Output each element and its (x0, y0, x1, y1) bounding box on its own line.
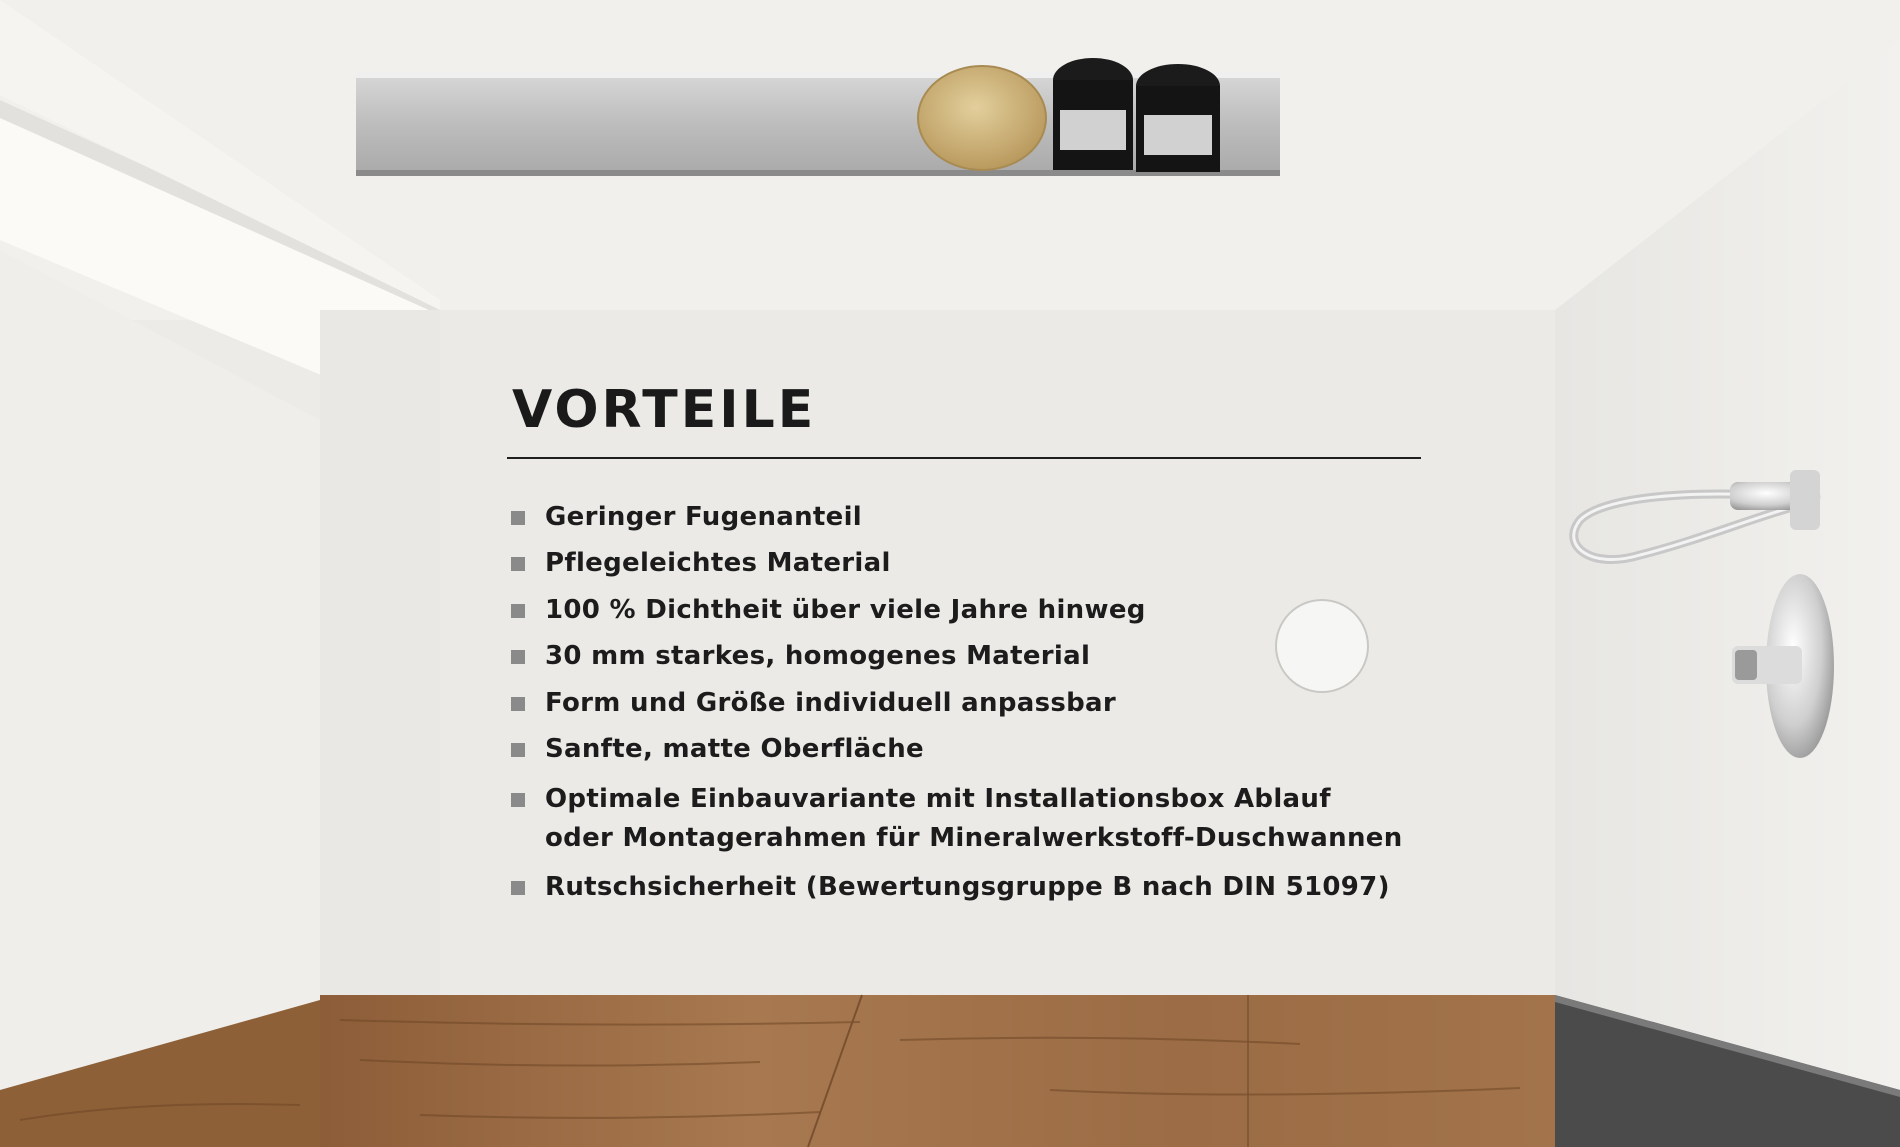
square-bullet-icon (511, 604, 525, 618)
list-item-text: Sanfte, matte Oberfläche (545, 734, 924, 764)
list-item-text: 30 mm starkes, homogenes Material (545, 641, 1091, 671)
list-item-text: Geringer Fugenanteil (545, 502, 863, 532)
list-item (511, 868, 1390, 907)
list-item-text: Pflegeleichtes Material (545, 548, 891, 578)
list-item-line: oder Montagerahmen für Mineralwerkstoff-Duschwannen (545, 823, 1403, 853)
list-item (511, 780, 1403, 858)
list-item (511, 591, 1146, 630)
page-title: VORTEILE (512, 380, 817, 440)
list-item-text: Rutschsicherheit (Bewertungsgruppe B nach DIN 51097) (545, 872, 1390, 902)
list-item-line: Optimale Einbauvariante mit Installationsbox Ablauf (545, 784, 1331, 814)
list-item-text (545, 780, 1403, 858)
square-bullet-icon (511, 650, 525, 664)
square-bullet-icon (511, 743, 525, 757)
list-item (511, 637, 1090, 676)
list-item (511, 544, 891, 583)
square-bullet-icon (511, 793, 525, 807)
square-bullet-icon (511, 511, 525, 525)
list-item-text: Form und Größe individuell anpassbar (545, 688, 1117, 718)
square-bullet-icon (511, 881, 525, 895)
list-item-text: 100 % Dichtheit über viele Jahre hinweg (545, 595, 1146, 625)
square-bullet-icon (511, 697, 525, 711)
square-bullet-icon (511, 557, 525, 571)
list-item (511, 498, 862, 537)
list-item (511, 730, 924, 769)
list-item (511, 684, 1116, 723)
